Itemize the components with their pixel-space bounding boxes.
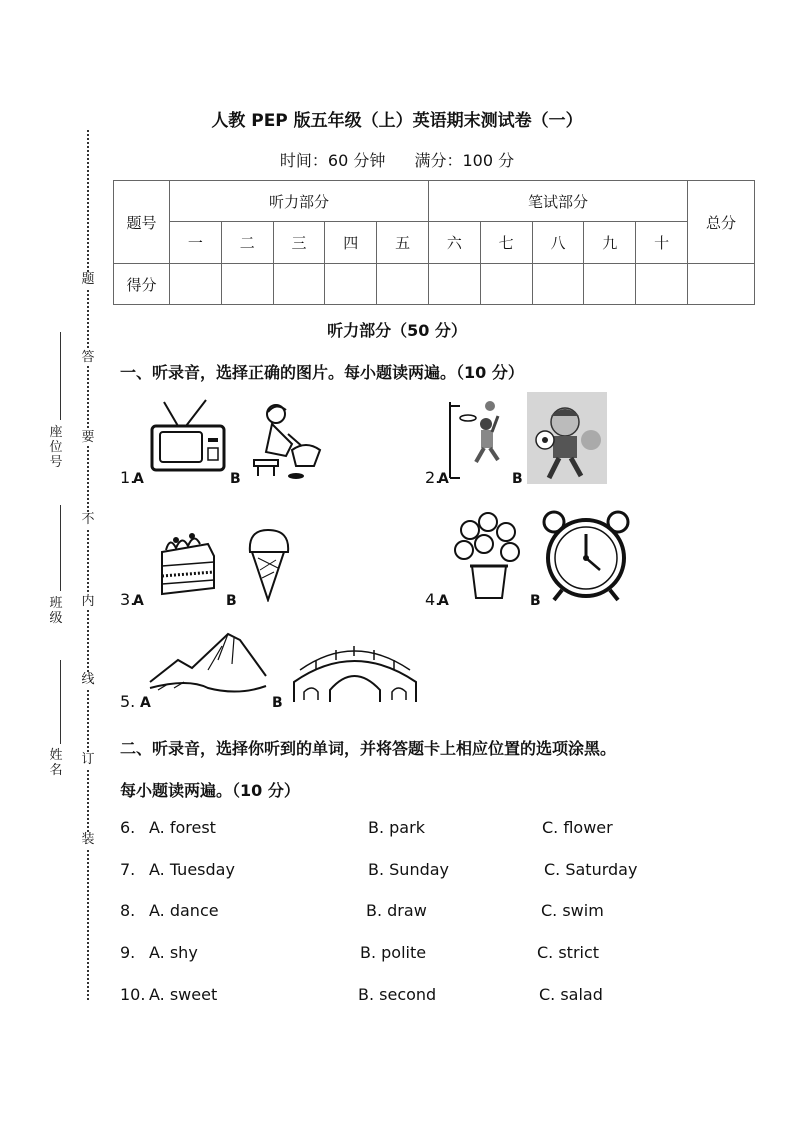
option-a-label: A: [140, 695, 151, 711]
option-c[interactable]: C. swim: [541, 901, 604, 920]
question-number: 10.: [120, 985, 146, 1004]
option-a[interactable]: A. Tuesday: [149, 860, 235, 879]
margin-char: 内: [81, 594, 95, 609]
option-c[interactable]: C. Saturday: [544, 860, 638, 879]
flower-pot-icon[interactable]: [452, 512, 524, 602]
exam-title: 人教 PEP 版五年级（上）英语期末测试卷（一）: [211, 111, 583, 131]
class-field[interactable]: [60, 505, 61, 591]
listening-heading: 听力部分（50 分）: [327, 321, 467, 340]
score-cell[interactable]: [428, 264, 480, 305]
score-cell[interactable]: [221, 264, 273, 305]
score-cell[interactable]: [584, 264, 636, 305]
boy-playing-football-icon[interactable]: [527, 392, 607, 484]
question-number-cell: 三: [273, 222, 325, 264]
option-b[interactable]: B. second: [358, 985, 437, 1004]
question-number: 6.: [120, 818, 136, 837]
question-number: 9.: [120, 943, 136, 962]
option-b-label: B: [272, 695, 283, 711]
bridge-icon[interactable]: [290, 636, 420, 706]
question-number-cell: 十: [636, 222, 688, 264]
picture-question-number: 4.: [425, 590, 441, 609]
option-c[interactable]: C. strict: [537, 943, 600, 962]
question-number-cell: 二: [221, 222, 273, 264]
option-b[interactable]: B. draw: [366, 901, 427, 920]
option-b-label: B: [230, 471, 241, 487]
girl-washing-clothes-icon[interactable]: [248, 400, 323, 480]
picture-question-number: 1.: [120, 468, 136, 487]
seat-number-field[interactable]: [60, 332, 61, 420]
question-number: 8.: [120, 901, 136, 920]
cake-slice-icon[interactable]: [156, 526, 218, 596]
option-b[interactable]: B. park: [368, 818, 425, 837]
seat-number-label: 座位号: [49, 425, 63, 470]
question-number-cell: 八: [532, 222, 584, 264]
option-a-label: A: [438, 471, 449, 487]
option-a[interactable]: A. sweet: [149, 985, 218, 1004]
class-label: 班级: [49, 596, 63, 626]
question-number-cell: 一: [170, 222, 222, 264]
margin-char: 题: [81, 272, 95, 287]
option-a-label: A: [133, 593, 144, 609]
alarm-clock-icon[interactable]: [540, 508, 632, 604]
option-c[interactable]: C. salad: [539, 985, 603, 1004]
name-field[interactable]: [60, 660, 61, 744]
total-header: 总分: [688, 181, 755, 264]
margin-char: 装: [81, 832, 95, 847]
picture-question-number: 2.: [425, 468, 441, 487]
exam-full-score: 满分：100 分: [414, 151, 515, 170]
picture-question-number: 3.: [120, 590, 136, 609]
score-cell[interactable]: [532, 264, 584, 305]
option-b-label: B: [226, 593, 237, 609]
picture-question-number: 5.: [120, 692, 136, 711]
question-number: 7.: [120, 860, 136, 879]
option-a[interactable]: A. forest: [149, 818, 216, 837]
binding-dotted-line: [87, 130, 89, 1000]
score-row-label: 得分: [114, 264, 170, 305]
option-b-label: B: [512, 471, 523, 487]
writing-header: 笔试部分: [428, 181, 687, 222]
question-number-cell: 七: [480, 222, 532, 264]
margin-char: 订: [81, 752, 95, 767]
score-cell[interactable]: [273, 264, 325, 305]
score-cell[interactable]: [636, 264, 688, 305]
score-table: [113, 180, 755, 305]
margin-char: 答: [81, 350, 95, 365]
option-a[interactable]: A. dance: [149, 901, 219, 920]
listening-header: 听力部分: [170, 181, 429, 222]
option-b[interactable]: B. polite: [360, 943, 427, 962]
section-2-heading-line-1: 二、听录音，选择你听到的单词，并将答题卡上相应位置的选项涂黑。: [120, 739, 617, 758]
option-b-label: B: [530, 593, 541, 609]
option-c[interactable]: C. flower: [542, 818, 613, 837]
margin-char: 线: [81, 672, 95, 687]
question-number-cell: 九: [584, 222, 636, 264]
option-b[interactable]: B. Sunday: [368, 860, 450, 879]
question-number-cell: 四: [325, 222, 377, 264]
mountain-icon[interactable]: [148, 630, 268, 694]
exam-time: 时间：60 分钟: [279, 151, 386, 170]
margin-char: 不: [81, 512, 95, 527]
margin-char: 要: [81, 430, 95, 445]
question-number-cell: 六: [428, 222, 480, 264]
score-cell[interactable]: [170, 264, 222, 305]
option-a-label: A: [438, 593, 449, 609]
table-header-cell: 题号: [114, 181, 170, 264]
exam-subtitle: [0, 148, 794, 171]
name-label: 姓名: [49, 748, 63, 778]
tv-icon[interactable]: [148, 398, 228, 473]
basketball-player-icon[interactable]: [446, 398, 510, 480]
score-cell[interactable]: [377, 264, 429, 305]
option-a[interactable]: A. shy: [149, 943, 198, 962]
score-cell[interactable]: [480, 264, 532, 305]
section-1-heading: 一、听录音，选择正确的图片。每小题读两遍。（10 分）: [120, 363, 524, 382]
section-2-heading-line-2: 每小题读两遍。（10 分）: [120, 781, 300, 800]
option-a-label: A: [133, 471, 144, 487]
score-cell[interactable]: [688, 264, 755, 305]
ice-cream-cone-icon[interactable]: [244, 524, 294, 602]
question-number-cell: 五: [377, 222, 429, 264]
score-cell[interactable]: [325, 264, 377, 305]
